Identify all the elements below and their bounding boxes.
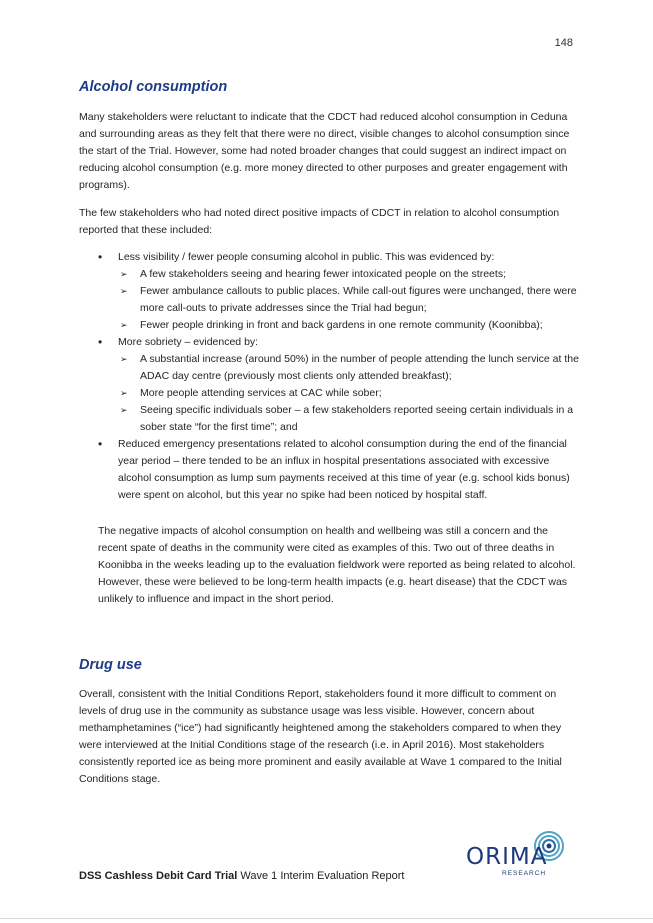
logo-name: ORIMA bbox=[466, 844, 548, 870]
sub-bullet-item: ➢ Fewer ambulance callouts to public places. While call-out figures were unchanged, there were more call-outs to private addresses since the Trial had begun; bbox=[118, 283, 583, 317]
footer-rest: Wave 1 Interim Evaluation Report bbox=[237, 870, 405, 882]
sub-bullet-item: ➢ A substantial increase (around 50%) in the number of people attending the lunch service at the ADAC day centre (previously most clients only attended breakfast); bbox=[118, 351, 583, 385]
section-heading-alcohol: Alcohol consumption bbox=[79, 79, 228, 95]
footer-title bbox=[79, 870, 404, 882]
sub-list bbox=[118, 351, 583, 436]
sub-bullet-item: ➢ More people attending services at CAC while sober; bbox=[118, 385, 583, 402]
bullet-list bbox=[98, 249, 583, 504]
bullet-item bbox=[98, 249, 583, 334]
bullet-text: More sobriety – evidenced by: bbox=[118, 336, 259, 348]
paragraph: Many stakeholders were reluctant to indicate that the CDCT had reduced alcohol consumption in Ceduna and surrounding areas as they felt that there were no direct, visible changes to alcohol consumption since the start of the Trial. However, some had noted broader changes that could suggest an indirect impact on reducing alcohol consumption (e.g. more money directed to other purposes and greater engagement with programs). bbox=[79, 111, 570, 191]
bullet-item bbox=[98, 436, 583, 504]
logo-subtitle: RESEARCH bbox=[502, 870, 547, 877]
page-number: 148 bbox=[554, 37, 573, 49]
orima-logo bbox=[466, 830, 576, 880]
paragraph: The negative impacts of alcohol consumption on health and wellbeing was still a concern and the recent spate of deaths in the community were cited as examples of this. Two out of three deaths in Koonibba in the weeks leading up to the evaluation fieldwork were reported as being related to alcohol. However, these were believed to be long-term health impacts (e.g. heart disease) that the CDCT was unlikely to influence and impact in the short period. bbox=[98, 525, 576, 605]
paragraph: The few stakeholders who had noted direct positive impacts of CDCT in relation to alcohol consumption reported that these included: bbox=[79, 207, 560, 236]
bottom-divider bbox=[0, 918, 653, 919]
sub-bullet-item: ➢ Fewer people drinking in front and back gardens in one remote community (Koonibba); bbox=[118, 317, 583, 334]
sub-list bbox=[118, 266, 583, 334]
bullet-text: Reduced emergency presentations related to alcohol consumption during the end of the financial year period – there tended to be an influx in hospital presentations associated with excessive alcohol consumption as lump sum payments received at this time of year (e.g. school kids bonus) were spent on alcohol, but this year no spike had been noticed by hospital staff. bbox=[118, 438, 570, 501]
sub-bullet-item: ➢ A few stakeholders seeing and hearing fewer intoxicated people on the streets; bbox=[118, 266, 583, 283]
sub-bullet-item: ➢ Seeing specific individuals sober – a few stakeholders reported seeing certain individuals in a sober state “for the first time”; and bbox=[118, 402, 583, 436]
bullet-text: Less visibility / fewer people consuming alcohol in public. This was evidenced by: bbox=[118, 251, 495, 263]
section-heading-drug: Drug use bbox=[79, 657, 142, 673]
bullet-item bbox=[98, 334, 583, 436]
paragraph: Overall, consistent with the Initial Conditions Report, stakeholders found it more difficult to comment on levels of drug use in the community as substance usage was less visible. However, concern about methamphetamines (“ice”) had significantly heightened among the stakeholders compared to when they were interviewed at the Initial Conditions stage of the research (i.e. in April 2016). Most stakeholders consistently reported ice as being more prominent and easily available at Wave 1 compared to the Initial Conditions stage. bbox=[79, 688, 562, 785]
footer-bold: DSS Cashless Debit Card Trial bbox=[79, 870, 238, 882]
